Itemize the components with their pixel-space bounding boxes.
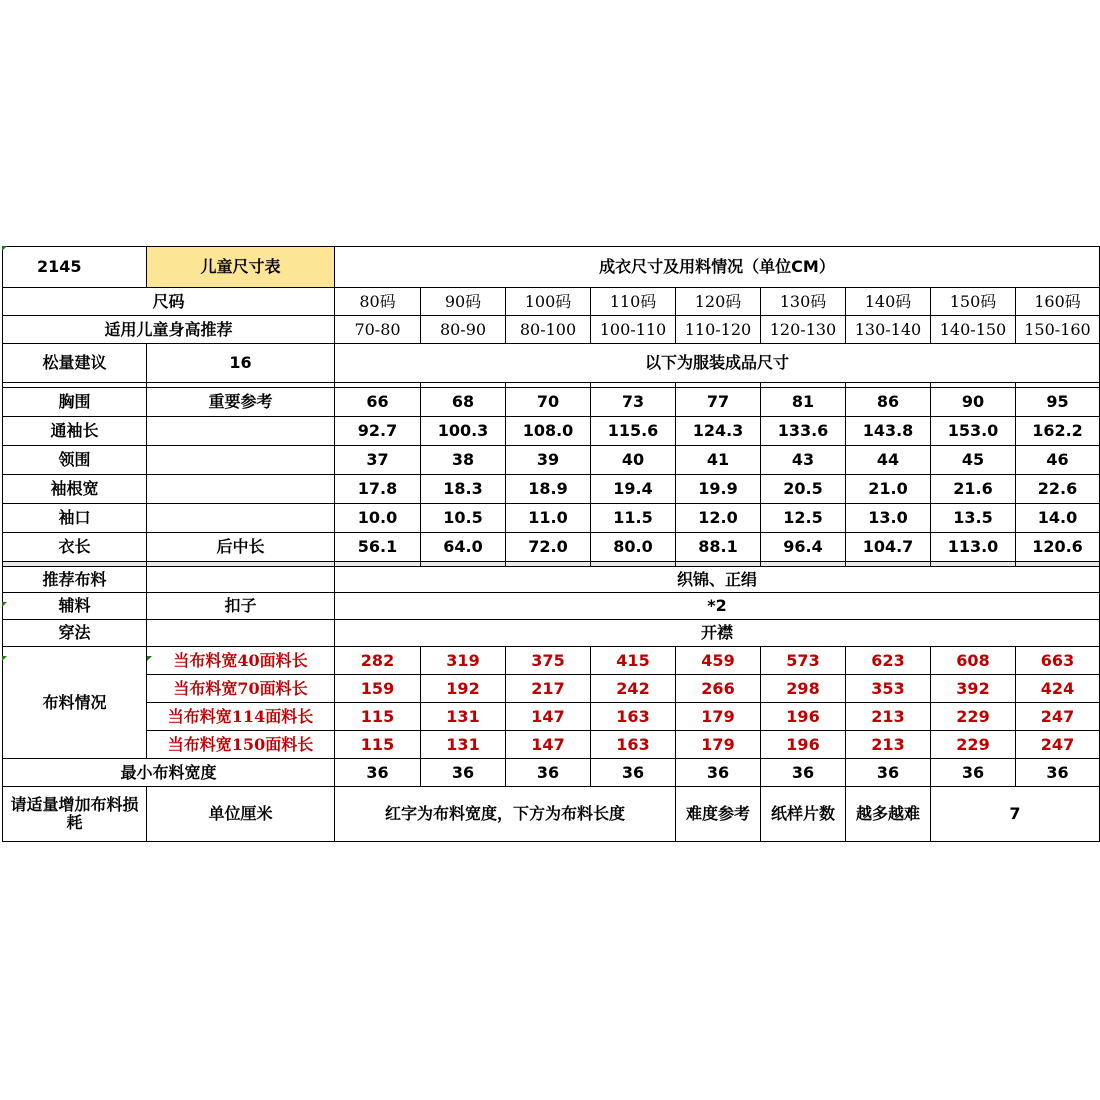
fabric-length-cell: 247 xyxy=(1016,703,1100,731)
loss-note: 请适量增加布料损耗 xyxy=(3,787,147,842)
measurement-cell: 11.0 xyxy=(506,504,591,533)
measurement-cell: 37 xyxy=(335,446,421,475)
height-cell: 100-110 xyxy=(591,316,676,344)
measurement-note xyxy=(147,504,335,533)
measurement-cell: 18.3 xyxy=(421,475,506,504)
fabric-length-cell: 147 xyxy=(506,703,591,731)
height-cell: 130-140 xyxy=(846,316,931,344)
measurement-row xyxy=(3,475,1100,504)
size-cell: 160码 xyxy=(1016,288,1100,316)
measurement-cell: 17.8 xyxy=(335,475,421,504)
pieces-label: 纸样片数 xyxy=(761,787,846,842)
measurement-cell: 120.6 xyxy=(1016,533,1100,562)
size-cell: 100码 xyxy=(506,288,591,316)
fabric-length-cell: 179 xyxy=(676,703,761,731)
fabric-row xyxy=(3,567,1100,593)
measurement-label: 通袖长 xyxy=(3,417,147,446)
measurement-note xyxy=(147,475,335,504)
measurement-cell: 104.7 xyxy=(846,533,931,562)
min-width-cell: 36 xyxy=(421,759,506,787)
measurement-cell: 95 xyxy=(1016,388,1100,417)
fabric-length-cell: 459 xyxy=(676,647,761,675)
measurement-note: 后中长 xyxy=(147,533,335,562)
measurement-cell: 108.0 xyxy=(506,417,591,446)
ease-value: 16 xyxy=(147,344,335,383)
measurement-label: 胸围 xyxy=(3,388,147,417)
measurement-cell: 72.0 xyxy=(506,533,591,562)
measurement-cell: 38 xyxy=(421,446,506,475)
measurement-cell: 10.0 xyxy=(335,504,421,533)
fabric-length-cell: 217 xyxy=(506,675,591,703)
wear-label: 穿法 xyxy=(3,620,147,647)
measurement-cell: 73 xyxy=(591,388,676,417)
min-width-cell: 36 xyxy=(591,759,676,787)
comment-marker xyxy=(2,246,7,251)
measurement-cell: 133.6 xyxy=(761,417,846,446)
measurement-cell: 96.4 xyxy=(761,533,846,562)
fabric-length-cell: 163 xyxy=(591,703,676,731)
measurement-cell: 115.6 xyxy=(591,417,676,446)
measurement-note: 重要参考 xyxy=(147,388,335,417)
fabric-usage-row xyxy=(3,675,1100,703)
size-cell: 90码 xyxy=(421,288,506,316)
size-cell: 140码 xyxy=(846,288,931,316)
fabric-length-cell: 213 xyxy=(846,731,931,759)
fabric-length-cell: 179 xyxy=(676,731,761,759)
size-cell: 130码 xyxy=(761,288,846,316)
measurement-cell: 162.2 xyxy=(1016,417,1100,446)
height-label: 适用儿童身高推荐 xyxy=(3,316,335,344)
fabric-width-label: 当布料宽70面料长 xyxy=(147,675,335,703)
fabric-length-cell: 424 xyxy=(1016,675,1100,703)
fabric-length-cell: 623 xyxy=(846,647,931,675)
fabric-length-cell: 213 xyxy=(846,703,931,731)
size-row xyxy=(3,288,1100,316)
measurement-note xyxy=(147,417,335,446)
measurement-cell: 100.3 xyxy=(421,417,506,446)
measurement-cell: 10.5 xyxy=(421,504,506,533)
finished-size-note: 以下为服装成品尺寸 xyxy=(335,344,1100,383)
measurement-row xyxy=(3,446,1100,475)
min-width-cell: 36 xyxy=(506,759,591,787)
fabric-length-cell: 196 xyxy=(761,731,846,759)
measurement-cell: 19.9 xyxy=(676,475,761,504)
header-row xyxy=(3,247,1100,288)
measurement-cell: 21.6 xyxy=(931,475,1016,504)
min-width-cell: 36 xyxy=(931,759,1016,787)
fabric-length-cell: 298 xyxy=(761,675,846,703)
accessory-row xyxy=(3,593,1100,620)
measurement-cell: 13.5 xyxy=(931,504,1016,533)
pattern-code: 2145 xyxy=(3,247,147,288)
measurement-cell: 44 xyxy=(846,446,931,475)
measurement-cell: 22.6 xyxy=(1016,475,1100,504)
difficulty-label: 难度参考 xyxy=(676,787,761,842)
fabric-length-cell: 247 xyxy=(1016,731,1100,759)
fabric-length-cell: 282 xyxy=(335,647,421,675)
min-width-cell: 36 xyxy=(676,759,761,787)
accessory-label: 辅料 xyxy=(3,593,147,620)
measurement-cell: 18.9 xyxy=(506,475,591,504)
fabric-length-cell: 229 xyxy=(931,703,1016,731)
fabric-usage-row xyxy=(3,647,1100,675)
fabric-width-label: 当布料宽150面料长 xyxy=(147,731,335,759)
min-width-cell: 36 xyxy=(1016,759,1100,787)
fabric-length-cell: 131 xyxy=(421,731,506,759)
measurement-cell: 113.0 xyxy=(931,533,1016,562)
fabric-length-cell: 415 xyxy=(591,647,676,675)
fabric-length-cell: 266 xyxy=(676,675,761,703)
measurement-cell: 64.0 xyxy=(421,533,506,562)
measurement-cell: 70 xyxy=(506,388,591,417)
measurement-cell: 66 xyxy=(335,388,421,417)
wear-empty-cell xyxy=(147,620,335,647)
measurement-cell: 14.0 xyxy=(1016,504,1100,533)
measurement-label: 衣长 xyxy=(3,533,147,562)
measurement-cell: 41 xyxy=(676,446,761,475)
measurement-row xyxy=(3,417,1100,446)
height-cell: 140-150 xyxy=(931,316,1016,344)
size-chart-table xyxy=(2,246,1100,842)
measurement-cell: 143.8 xyxy=(846,417,931,446)
fabric-length-cell: 131 xyxy=(421,703,506,731)
accessory-item: 扣子 xyxy=(147,593,335,620)
measurement-cell: 21.0 xyxy=(846,475,931,504)
min-width-cell: 36 xyxy=(846,759,931,787)
fabric-length-cell: 159 xyxy=(335,675,421,703)
comment-marker xyxy=(147,656,152,661)
fabric-length-cell: 375 xyxy=(506,647,591,675)
height-cell: 80-90 xyxy=(421,316,506,344)
fabric-length-cell: 229 xyxy=(931,731,1016,759)
measurement-cell: 40 xyxy=(591,446,676,475)
measurement-cell: 92.7 xyxy=(335,417,421,446)
measurement-cell: 45 xyxy=(931,446,1016,475)
measurement-cell: 39 xyxy=(506,446,591,475)
fabric-length-cell: 319 xyxy=(421,647,506,675)
measurement-cell: 153.0 xyxy=(931,417,1016,446)
min-width-cell: 36 xyxy=(335,759,421,787)
red-text-note: 红字为布料宽度，下方为布料长度 xyxy=(335,787,676,842)
size-cell: 120码 xyxy=(676,288,761,316)
fabric-label: 推荐布料 xyxy=(3,567,147,593)
measurement-cell: 88.1 xyxy=(676,533,761,562)
measurement-cell: 86 xyxy=(846,388,931,417)
measurement-cell: 12.5 xyxy=(761,504,846,533)
size-cell: 150码 xyxy=(931,288,1016,316)
chart-title: 儿童尺寸表 xyxy=(147,247,335,288)
measurement-row xyxy=(3,504,1100,533)
size-cell: 80码 xyxy=(335,288,421,316)
fabric-length-cell: 196 xyxy=(761,703,846,731)
measurement-note xyxy=(147,446,335,475)
measurement-cell: 80.0 xyxy=(591,533,676,562)
fabric-length-cell: 115 xyxy=(335,731,421,759)
measurement-label: 领围 xyxy=(3,446,147,475)
fabric-length-cell: 163 xyxy=(591,731,676,759)
comment-marker xyxy=(2,656,7,661)
fabric-width-label: 当布料宽114面料长 xyxy=(147,703,335,731)
height-cell: 150-160 xyxy=(1016,316,1100,344)
comment-marker xyxy=(2,602,7,607)
fabric-empty-cell xyxy=(147,567,335,593)
measurement-cell: 68 xyxy=(421,388,506,417)
measurement-cell: 124.3 xyxy=(676,417,761,446)
height-row xyxy=(3,316,1100,344)
measurement-cell: 46 xyxy=(1016,446,1100,475)
size-cell: 110码 xyxy=(591,288,676,316)
measurement-cell: 20.5 xyxy=(761,475,846,504)
measurement-cell: 81 xyxy=(761,388,846,417)
pieces-value: 7 xyxy=(931,787,1100,842)
fabric-usage-row xyxy=(3,703,1100,731)
measurement-cell: 13.0 xyxy=(846,504,931,533)
measurement-cell: 43 xyxy=(761,446,846,475)
min-width-cell: 36 xyxy=(761,759,846,787)
height-cell: 110-120 xyxy=(676,316,761,344)
unit-note: 单位厘米 xyxy=(147,787,335,842)
size-label: 尺码 xyxy=(3,288,335,316)
measurement-label: 袖口 xyxy=(3,504,147,533)
measurement-cell: 77 xyxy=(676,388,761,417)
wear-row xyxy=(3,620,1100,647)
fabric-length-cell: 147 xyxy=(506,731,591,759)
measurement-row xyxy=(3,388,1100,417)
footer-row xyxy=(3,787,1100,842)
wear-value: 开襟 xyxy=(335,620,1100,647)
measurement-cell: 11.5 xyxy=(591,504,676,533)
min-width-label: 最小布料宽度 xyxy=(3,759,335,787)
fabric-usage-label: 布料情况 xyxy=(3,647,147,759)
fabric-length-cell: 192 xyxy=(421,675,506,703)
height-cell: 80-100 xyxy=(506,316,591,344)
fabric-length-cell: 663 xyxy=(1016,647,1100,675)
chart-subtitle: 成衣尺寸及用料情况（单位CM） xyxy=(335,247,1100,288)
fabric-width-label: 当布料宽40面料长 xyxy=(147,647,335,675)
measurement-label: 袖根宽 xyxy=(3,475,147,504)
measurement-row xyxy=(3,533,1100,562)
measurement-cell: 12.0 xyxy=(676,504,761,533)
fabric-value: 织锦、正绢 xyxy=(335,567,1100,593)
fabric-length-cell: 608 xyxy=(931,647,1016,675)
fabric-usage-row xyxy=(3,731,1100,759)
min-width-row xyxy=(3,759,1100,787)
fabric-length-cell: 392 xyxy=(931,675,1016,703)
measurement-cell: 56.1 xyxy=(335,533,421,562)
measurement-cell: 19.4 xyxy=(591,475,676,504)
fabric-length-cell: 573 xyxy=(761,647,846,675)
difficulty-value: 越多越难 xyxy=(846,787,931,842)
measurement-cell: 90 xyxy=(931,388,1016,417)
accessory-value: *2 xyxy=(335,593,1100,620)
fabric-length-cell: 242 xyxy=(591,675,676,703)
fabric-length-cell: 115 xyxy=(335,703,421,731)
size-chart-sheet xyxy=(2,246,1100,852)
height-cell: 70-80 xyxy=(335,316,421,344)
fabric-length-cell: 353 xyxy=(846,675,931,703)
ease-label: 松量建议 xyxy=(3,344,147,383)
ease-row xyxy=(3,344,1100,383)
height-cell: 120-130 xyxy=(761,316,846,344)
